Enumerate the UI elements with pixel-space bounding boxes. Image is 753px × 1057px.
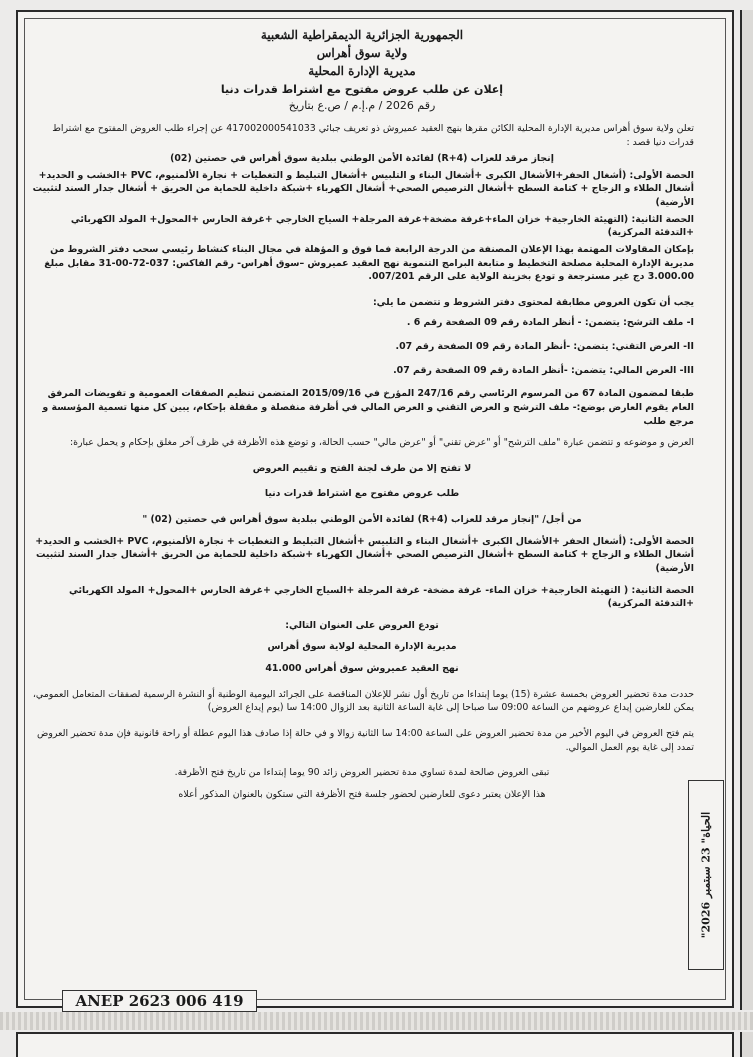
outer-line-2: طلب عروض مفتوح مع اشتراط قدرات دنيا	[264, 488, 460, 500]
next-ad-edge	[740, 1032, 753, 1057]
outer-lot-2: الحصة الثانية: ( التهيئة الخارجية+ خزان الماء- غرفة مضخة- غرفة المرجلة +السياج الخارجي +غرفة الحارس +المحول+ المولد الكهربائي +التدفئة المركزية)	[68, 584, 694, 610]
contents-item-1: I- ملف الترشح: يتضمن: - أنظر المادة رقم 09 الصفحة رقم 6 .	[406, 317, 694, 329]
legal-paragraph: طبقا لمضمون المادة 67 من المرسوم الرئاسي رقم 247/16 المؤرخ في 2015/09/16 المتضمن تنظيم الصفقات العمومية و تفويضات المرفق العام يقوم العارض بوضع:- ملف الترشح و العرض التقني و العرض المالي في أظرفة منفصلة و مقفلة بإحكام، يبين كل منها تسمية المؤسسة و مرجع طلب	[42, 388, 694, 427]
newspaper-date-stamp	[688, 780, 724, 970]
contents-item-2: II- العرض التقني: يتضمن: -أنظر المادة رقم 09 الصفحة رقم 07.	[395, 341, 694, 352]
anep-reference: ANEP 2623 006 419	[62, 990, 257, 1012]
lot-2: الحصة الثانية: (التهيئة الخارجية+ خزان الماء+غرفة مضخة+غرفة المرجلة+ السياج الخارجي +غرفة الحارس +المحول+ المولد الكهربائي +التدفئة المركزية)	[70, 213, 694, 239]
address-line-3: نهج العقيد عميروش سوق أهراس 41.000	[265, 663, 459, 674]
announcement-content	[30, 26, 694, 976]
outer-line-1: لا تفتح إلا من طرف لجنة الفتح و تقييم العروض	[252, 462, 472, 474]
announcement-title: إعلان عن طلب عروض مفتوح مع اشتراط قدرات دنيا	[220, 83, 504, 96]
project-title: إنجاز مرقد للعزاب (R+4) لفائدة الأمن الوطني ببلدية سوق أهراس في حصتين (02)	[170, 153, 554, 165]
next-ad-box	[16, 1032, 734, 1057]
lot-1: الحصة الأولى: (أشغال الحفر+الأشغال الكبرى +أشغال البناء و التلبيس +أشغال التبليط و التغطيات + نجارة الألمنيوم، PVC +الخشب و الحديد+ أشغال الطلاء و الزجاج + كتامة السطح +أشغال الترصيص الصحي+ أشغال الكهرباء +شبكة داخلية للحماية من الحريق + أشغال جدار السند لتثبيت الأرضية)	[32, 169, 694, 208]
opening-paragraph: يتم فتح العروض في اليوم الأخير من مدة تحضير العروض على الساعة 14:00 سا الثانية زوالا و في حالة إذا صادف هذا اليوم عطلة أو راحة قانونية فإن مدة تحضير العروض تمدد إلى غاية يوم العمل الموالي.	[37, 727, 694, 753]
stamp-text: "الحياة" 23 سبتمبر 2026	[699, 811, 713, 939]
contents-item-3: III- العرض المالي: يتضمن: -أنظر المادة رقم 09 الصفحة رقم 07.	[393, 364, 694, 376]
contents-intro: يجب أن تكون العروض مطابقة لمحتوى دفتر الشروط و تتضمن ما يلي:	[372, 296, 694, 308]
reference-number: رقم 2026 / م.إ.م / ص.ع بتاريخ	[288, 98, 436, 112]
directorate-name: مديرية الإدارة المحلية	[308, 64, 416, 78]
outer-line-3: من أجل/ "إنجاز مرقد للعزاب (R+4) لفائدة الأمن الوطني ببلدية سوق أهراس في حصتين (02) "	[142, 514, 582, 525]
intro-paragraph: تعلن ولاية سوق أهراس مديرية الإدارة المحلية الكائن مقرها بنهج العقيد عميروش ذو تعريف جبائي 417002000541033 عن إجراء طلب العروض المفتوح مع اشتراط قدرات دنيا قصد :	[52, 122, 694, 148]
validity-paragraph: تبقى العروض صالحة لمدة تساوي مدة تحضير العروض زائد 90 يوما إبتداءا من تاريخ فتح الأظرفة.	[174, 767, 550, 779]
invitation-paragraph: هذا الإعلان يعتبر دعوى للعارضين لحضور جلسة فتح الأظرفة التي ستكون بالعنوان المذكور أعلاه	[178, 788, 546, 800]
page-gap-strip	[0, 1012, 753, 1030]
duration-paragraph: حددت مدة تحضير العروض بخمسة عشرة (15) يوما إبتداءا من تاريخ أول نشر للإعلان المناقصة على الجرائد اليومية الوطنية أو النشرة الرسمية لصفقات المتعامل العمومي، يمكن للعارضين إيداع عروضهم من الساعة 09:00 سا صباحا إلى غاية الساعة الثانية بعد الزوال 14:00 سا (يوم إيداع العروض)	[32, 688, 694, 714]
wilaya-name: ولاية سوق أهراس	[316, 46, 408, 60]
envelope-paragraph: العرض و موضوعه و تتضمن عبارة "ملف الترشح" أو "عرض تقني" أو "عرض مالي" حسب الحالة، و توضع هذه الأظرفة في ظرف آخر مغلق بإحكام و يحمل عبارة:	[69, 437, 694, 449]
address-line-2: مديرية الإدارة المحلية لولاية سوق أهراس	[267, 641, 457, 653]
outer-lot-1: الحصة الأولى: (أشغال الحفر +الأشغال الكبرى +أشغال البناء و التلبيس +أشغال التبليط و التغطيات + نجارة الألمنيوم، PVC +الخشب و الحديد+ أشغال الطلاء و الزجاج + كتامة السطح +أشغال الترصيص الصحي +أشغال الكهرباء +شبكة داخلية للحماية من الحريق +أشغال جدار السند لتثبيت الأرضية)	[35, 535, 694, 574]
address-line-1: تودع العروض على العنوان التالي:	[285, 619, 439, 631]
eligibility-paragraph: بإمكان المقاولات المهتمة بهذا الإعلان المصنفة من الدرجة الرابعة فما فوق و المؤهلة في مجال البناء كنشاط رئيسي سحب دفتر الشروط من مديرية الإدارة المحلية مصلحة التخطيط و متابعة البرامج التنموية نهج العقيد عميروش –سوق أهراس- رقم الفاكس: 037-72-00-31 مقابل مبلغ 3.000.00 دج غير مسترجعة و تودع بخزينة الولاية على الرقم 007/201.	[44, 243, 694, 283]
country-name: الجمهورية الجزائرية الديمقراطية الشعبية	[260, 28, 464, 42]
adjacent-page-edge	[740, 10, 753, 1010]
